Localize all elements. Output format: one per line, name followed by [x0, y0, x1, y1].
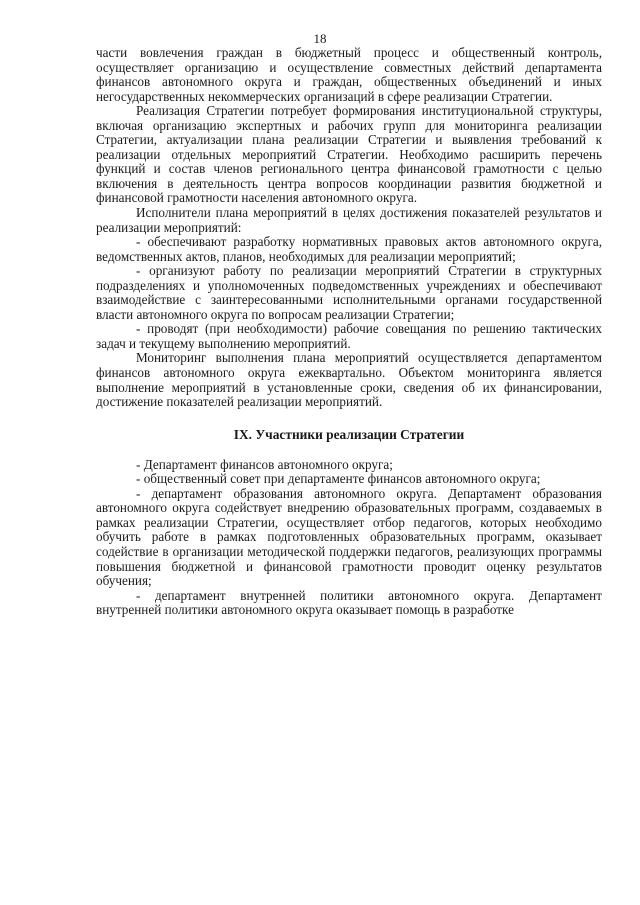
page-number: 18 — [313, 31, 327, 46]
list-item-participant-4: - департамент внутренней политики автономного округа. Департамент внутренней политики автономного округа оказывает помощь в разработке — [96, 587, 602, 618]
section-heading-participants: IX. Участники реализации Стратегии — [233, 426, 465, 442]
list-item-executors-1: - обеспечивают разработку нормативных правовых актов автономного округа, ведомственных актов, планов, необходимых для реализации мероприятий; — [96, 234, 602, 264]
list-item-participant-3: - департамент образования автономного округа. Департамент образования автономного округа содействует внедрению образовательных программ, создаваемых в рамках реализации Стратегии, осуществляет отбор педагогов, которых необходимо обучить работе в рамках подготовленных образовательных программ, оказывает содействие в организации методической поддержки педагогов, реализующих программы повышения бюджетной и финансовой грамотности проводит оценку результатов обучения; — [96, 485, 602, 589]
paragraph-monitoring: Мониторинг выполнения плана мероприятий осуществляется департаментом финансов автономного округа ежеквартально. Объектом мониторинга является выполнение мероприятий в установленные сроки, сведения об их финансировании, достижение показателей реализации мероприятий. — [96, 350, 602, 410]
list-item-executors-3: - проводят (при необходимости) рабочие совещания по решению тактических задач и текущему выполнению мероприятий. — [96, 321, 602, 351]
paragraph-continuation: части вовлечения граждан в бюджетный процесс и общественный контроль, осуществляет организацию и осуществление совместных действий департамента финансов автономного округа и граждан, общественных объединений и иных негосударственных некоммерческих организаций в сфере реализации Стратегии. — [96, 45, 602, 104]
list-item-executors-2: - организуют работу по реализации мероприятий Стратегии в структурных подразделениях и уполномоченных подведомственных учреждениях и обеспечивают взаимодействие с заинтересованными исполнительными органами государственной власти автономного округа по вопросам реализации Стратегии; — [96, 263, 602, 322]
paragraph-institutional-structure: Реализация Стратегии потребует формирования институциональной структуры, включая организацию экспертных и рабочих групп для мониторинга реализации Стратегии, актуализации плана реализации Стратегии и выявления требований к реализации отдельных мероприятий Стратегии. Необходимо расширить перечень функций и состав членов регионального центра финансовой грамотности с целью включения в деятельность центра вопросов координации развития бюджетной и финансовой грамотности населения автономного округа. — [96, 103, 602, 206]
document-body — [96, 46, 602, 618]
list-item-participant-2: - общественный совет при департаменте финансов автономного округа; — [136, 471, 541, 487]
paragraph-executors-intro: Исполнители плана мероприятий в целях достижения показателей результатов и реализации мероприятий: — [96, 205, 602, 235]
list-item-participant-1: - Департамент финансов автономного округа; — [136, 456, 393, 472]
